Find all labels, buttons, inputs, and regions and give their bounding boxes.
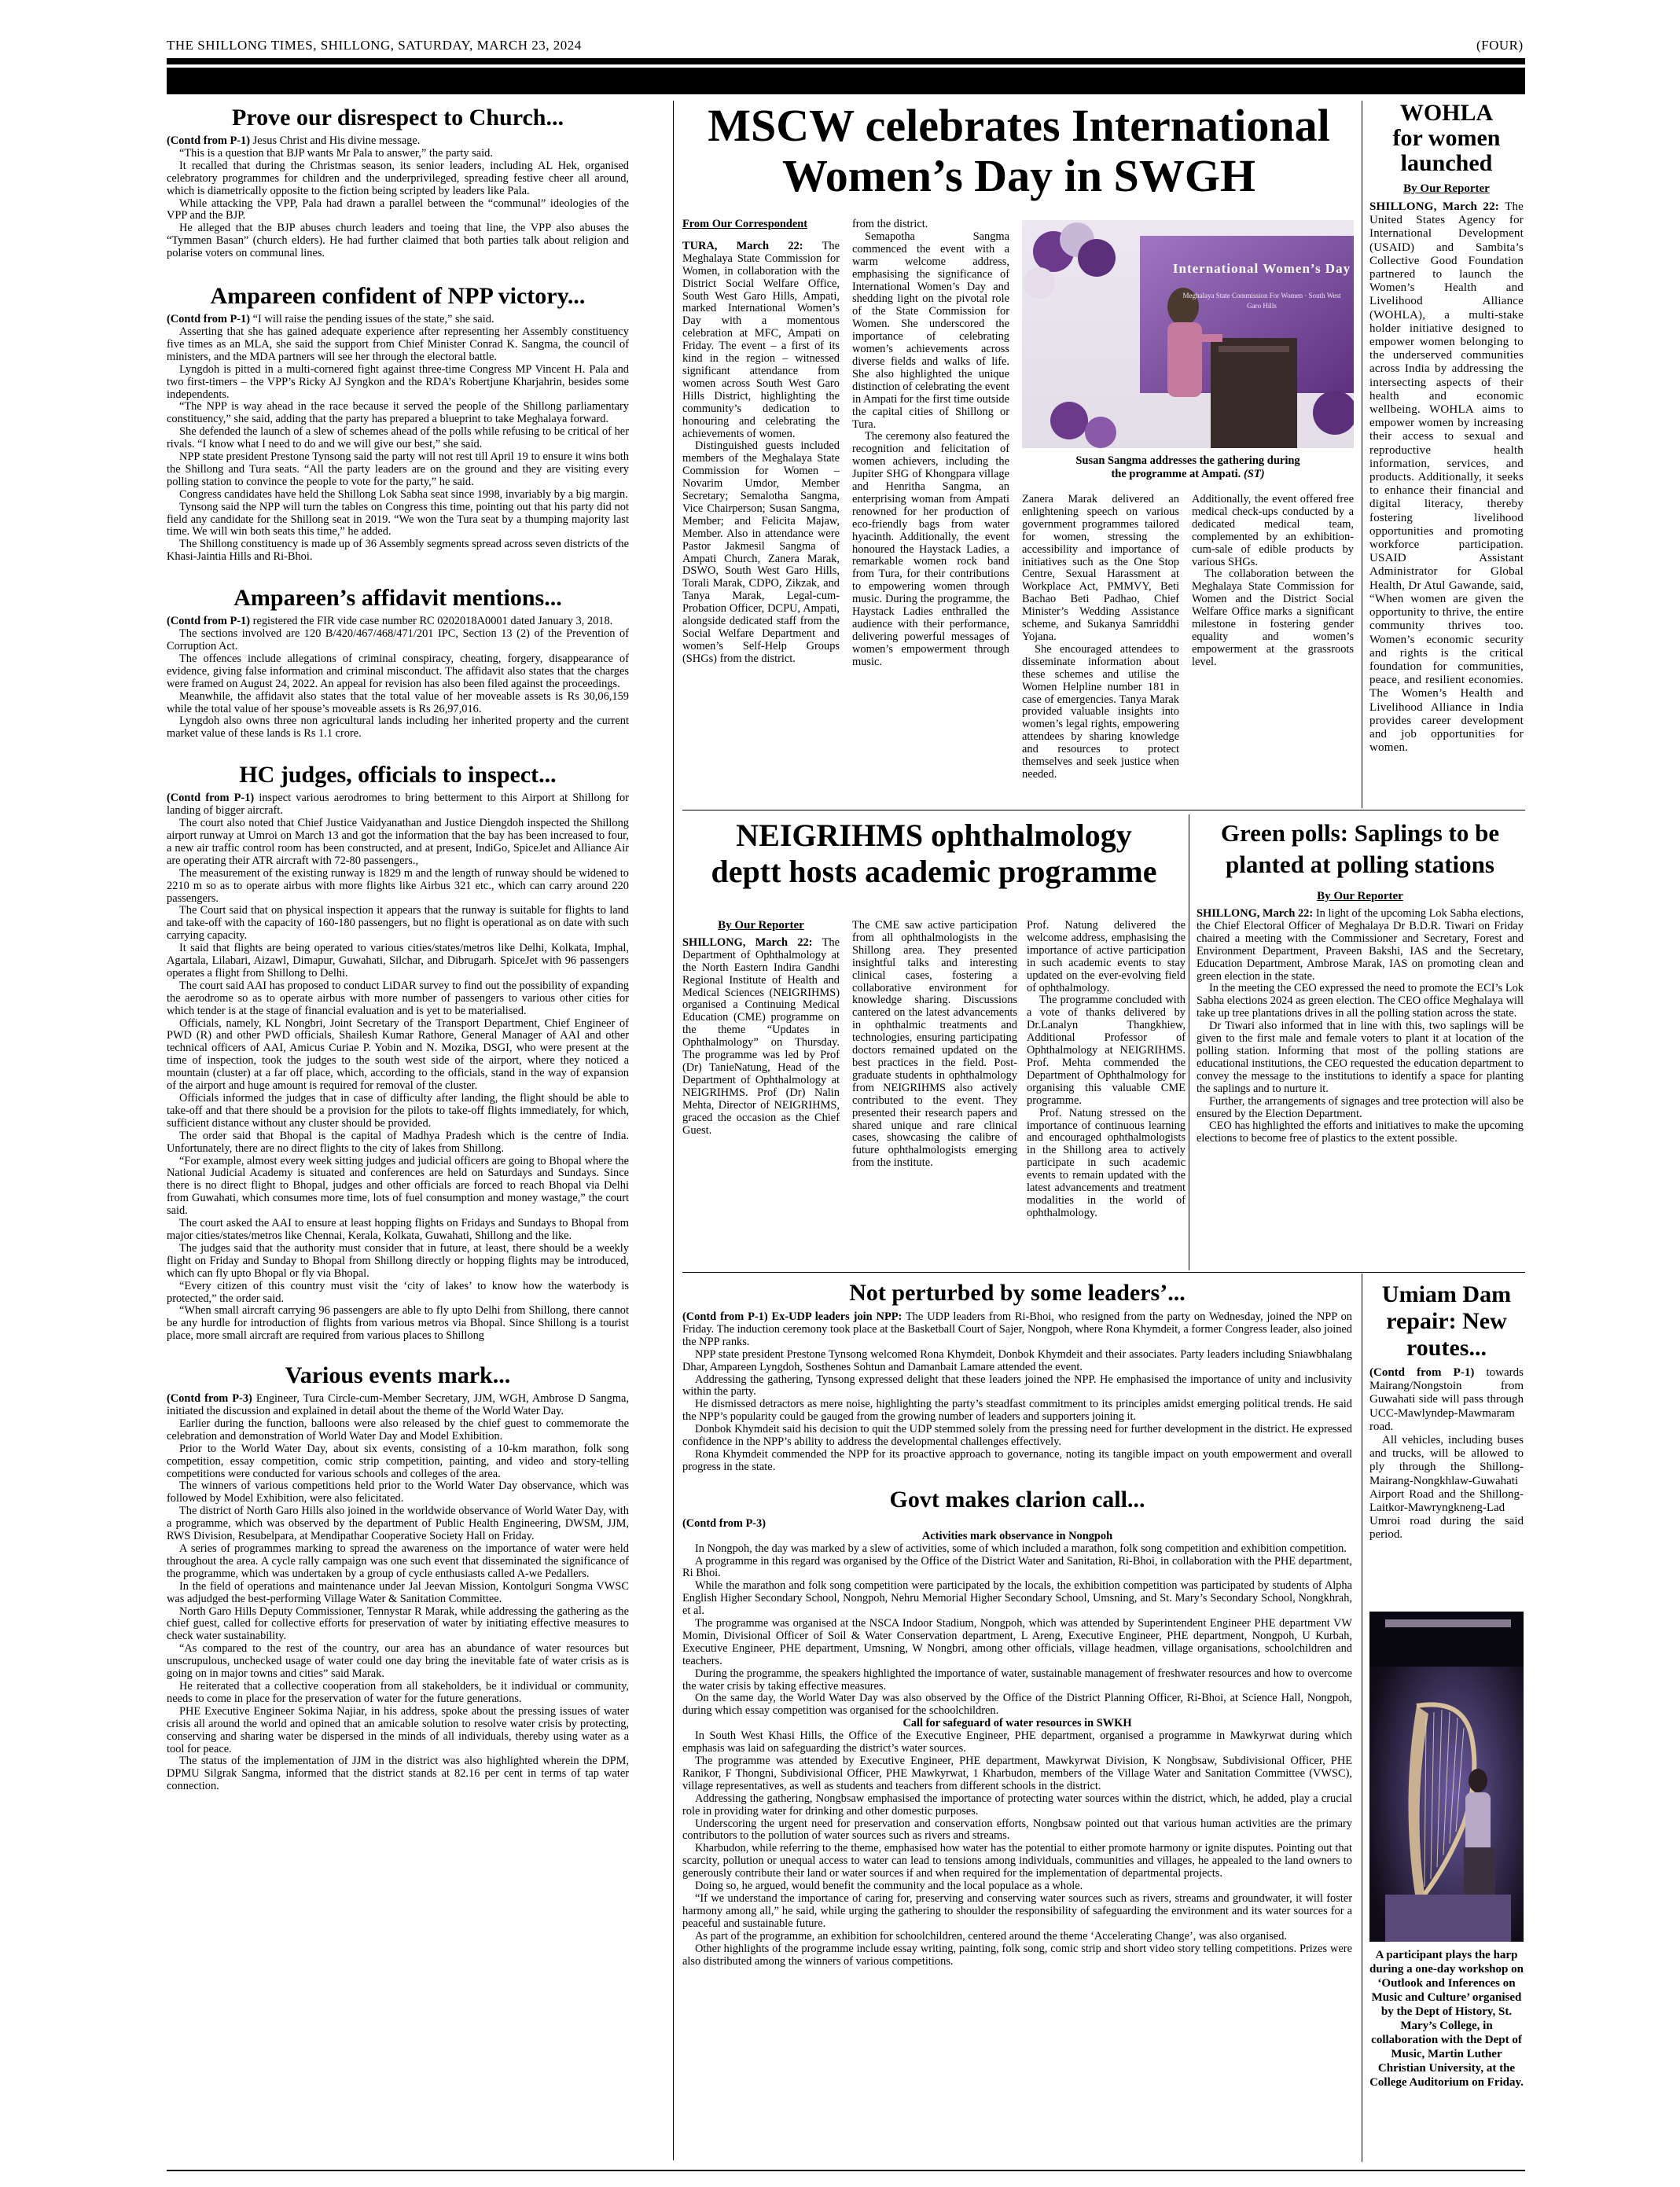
article-umiam-dam bbox=[1369, 1281, 1524, 1542]
article-body bbox=[1369, 200, 1524, 755]
caption-line-1: Susan Sangma addresses the gathering during bbox=[1075, 454, 1300, 467]
paragraph: The collaboration between the Meghalaya State Commission for Women and the District Social Welfare Office marks a significant milestone in fostering gender equality and women’s empowerment at the grassroots level. bbox=[1192, 568, 1354, 668]
article-wohla bbox=[1369, 101, 1524, 755]
article-church bbox=[167, 104, 629, 260]
contd-tag: (Contd from P-3) bbox=[167, 1392, 252, 1406]
page-bottom-rule bbox=[167, 2170, 1525, 2171]
contd-tag: (Contd from P-1) bbox=[167, 134, 251, 147]
paragraph: Congress candidates have held the Shillong Lok Sabha seat since 1998, invariably by a big margin. bbox=[179, 487, 628, 501]
mscw-column-1 bbox=[682, 219, 840, 666]
paragraph: Engineer, Tura Circle-cum-Member Secretary, JJM, WGH, Ambrose D Sangma, initiated the discussion and explained in detail about the theme of the World Water Day. bbox=[167, 1392, 630, 1418]
byline: By Our Reporter bbox=[1403, 182, 1490, 195]
article-body bbox=[167, 314, 629, 564]
paragraph: Prof. Natung delivered the welcome address, emphasising the importance of active participation in such academic events to stay updated on the ever-evolving field of ophthalmology. bbox=[1027, 919, 1186, 994]
paragraph: Lyngdoh is pitted in a multi-cornered fight against three-time Congress MP Vincent H. Pala and two first-timers – the VPP’s Ricky AJ Syngkon and the RDA’s Robertjune Kharjahrin, besides some independents. bbox=[167, 362, 629, 401]
paragraph: He alleged that the BJP abuses church leaders and toeing that line, the VPP also abuses the “Tymmen Basan” (church elders). He had further claimed that both parties talk about religion and polarise voters on communal lines. bbox=[167, 222, 629, 260]
article-body bbox=[167, 792, 629, 1343]
paragraph: Dr Tiwari also informed that in line with this, two saplings will be given to the first male and female voters to plant it at location of the polling station. Informing that most of the polling stations are educational institutions, the CEO requested the education department to convey the message to the institutions to identify a space for planting the saplings and to nurture it. bbox=[1197, 1020, 1524, 1095]
paragraph: The court also noted that Chief Justice Vaidyanathan and Justice Diengdoh inspected the Shillong airport runway at Umroi on March 13 and got the information that the bay has been increased to four, a new air traffic control room has been constructed, and at present, IndiGo, SpiceJet and Alliance Air are operating their ATR aircraft with 72-80 passengers., bbox=[167, 817, 629, 867]
dateline: SHILLONG, March 22: bbox=[1197, 907, 1314, 920]
contd-tag: (Contd from P-1) bbox=[167, 313, 251, 326]
paragraph: He dismissed detractors as mere noise, highlighting the party’s steadfast commitment to its principles amidst emerging political trends. He said the NPP’s popularity could be gauged from the growing number of leaders and supporters joining it. bbox=[682, 1398, 1352, 1424]
article-green-polls bbox=[1197, 818, 1524, 1145]
headline-line-2: repair: New bbox=[1386, 1308, 1507, 1334]
folio-left: THE SHILLONG TIMES, SHILLONG, SATURDAY, MARCH 23, 2024 bbox=[167, 38, 582, 53]
mscw-column-3 bbox=[1022, 494, 1179, 781]
headline-line-2: deptt hosts academic programme bbox=[711, 854, 1157, 889]
paragraph: Addressing the gathering, Tynsong expressed delight that these leaders joined the NPP. He emphasised the importance of unity and inclusivity within the party. bbox=[682, 1373, 1352, 1399]
paragraph: The sections involved are 120 B/420/467/468/471/201 IPC, Section 13 (2) of the Prevention of Corruption Act. bbox=[167, 627, 629, 652]
article-body bbox=[167, 135, 629, 260]
mscw-column-4 bbox=[1192, 494, 1354, 669]
paragraph: In the meeting the CEO expressed the need to promote the ECI’s Lok Sabha elections 2024 as green election. The CEO office Meghalaya will take up tree plantations drives in all the polling station across the state. bbox=[1197, 982, 1524, 1020]
article-ampareen-confident bbox=[167, 282, 629, 564]
headline-line-3: routes... bbox=[1406, 1335, 1487, 1361]
article-neigrihms bbox=[682, 818, 1186, 890]
headline: Ampareen confident of NPP victory... bbox=[210, 283, 586, 310]
paragraph: “As compared to the rest of the country, our area has an abundance of water resources but unscrupulous, unchecked usage of water could one day bring the inevitable fate of water crisis as is going on in major towns and cities” said Marak. bbox=[167, 1642, 629, 1681]
paragraph: During the programme, the speakers highlighted the importance of water, sustainable management of freshwater resources and how to overcome the water crisis by taking effective measures. bbox=[682, 1667, 1352, 1693]
paragraph: Semapotha Sangma commenced the event with a warm welcome address, emphasising the significance of International Women’s Day and shedding light on the pivotal role of the State Commission for Women. She underscored the importance of celebrating women’s achievements across diverse fields and walks of life. She also highlighted the unique distinction of celebrating the event in Ampati for the first time outside the capital cities of Shillong or Tura. bbox=[852, 230, 1009, 431]
paragraph: In the field of operations and maintenance under Jal Jeevan Mission, Kontolguri Songma VWSC was adjudged the best-performing Village Water & Sanitation Committee. bbox=[167, 1579, 629, 1605]
neigrihms-column-3 bbox=[1027, 920, 1186, 1220]
dateline: SHILLONG, March 22: bbox=[682, 935, 813, 949]
left-column bbox=[167, 104, 629, 1793]
headline-line-2: Women’s Day in SWGH bbox=[781, 150, 1256, 201]
paragraph: The Department of Ophthalmology at the North Eastern Indira Gandhi Regional Institute of Health and Medical Sciences (NEIGRIHMS) organised a Continuing Medical Education (CME) programme on the theme “Updates in Ophthalmology” on Thursday. The programme was led by Prof (Dr) TanieNatung, Head of the Department of Ophthalmology at NEIGRIHMS. Prof (Dr) Nalin Mehta, Director of NEIGRIHMS, graced the occasion as the Chief Guest. bbox=[682, 935, 840, 1137]
section-rule bbox=[682, 1272, 1525, 1273]
mscw-column-2 bbox=[852, 219, 1009, 669]
paragraph: The order said that Bhopal is the capital of Madhya Pradesh which is the centre of India. Unfortunately, there are no direct flights to the city of lakes from Shillong. bbox=[167, 1129, 629, 1155]
paragraph: Jesus Christ and His divine message. bbox=[252, 134, 421, 147]
paragraph: The Court said that on physical inspection it appears that the runway is suitable for flights to land and take-off with the capacity of 160-180 passengers, but no flight is operational as on date with such carrying capacity. bbox=[167, 904, 629, 943]
harp-photo-caption: A participant plays the harp during a one-day workshop on ‘Outlook and Inferences on Music and Culture’ organised by the Dept of History, St. Mary’s College, in collaboration with the Dept of Music, Martin Luther Christian University, at the College Auditorium on Friday. bbox=[1369, 1949, 1524, 2089]
headline: Prove our disrespect to Church... bbox=[232, 105, 564, 130]
headline-line-2: planted at polling stations bbox=[1226, 851, 1494, 878]
paragraph: Further, the arrangements of signages and tree protection will also be ensured by the Election Department. bbox=[1197, 1094, 1524, 1120]
headline: Various events mark... bbox=[285, 1362, 511, 1389]
paragraph: It said that flights are being operated to various cities/states/metros like Delhi, Kolkata, Imphal, Agartala, Lilabari, Aizawl, Dimapur, Guwahati, Silchar, and Dibrugarh. SpiceJet with 96 passengers operates a flight from Shillong to Delhi. bbox=[167, 942, 629, 980]
paragraph: NPP state president Prestone Tynsong said the party will not rest till April 19 to ensure it wins both the Shillong and Tura seats. “All the party leaders are on the ground and they are visiting every polling station to convince the people to vote for the party,” he said. bbox=[167, 450, 629, 488]
paragraph: Donbok Khymdeit said his decision to quit the UDP stemmed solely from the pressing need for further development in the district. He expressed confidence in the NPP’s ability to address the developmental challenges effectively. bbox=[682, 1423, 1352, 1449]
paragraph: CEO has highlighted the efforts and initiatives to make the upcoming elections to become free of plastics to the extent possible. bbox=[1197, 1119, 1524, 1145]
paragraph: The UDP leaders from Ri-Bhoi, who resigned from the party on Wednesday, joined the NPP on Friday. The induction ceremony took place at the Basketball Court of Sajer, Nongpoh, where Rona Khymdeit, a former Congress leader, also joined the NPP ranks. bbox=[682, 1310, 1352, 1348]
paragraph: “The NPP is way ahead in the race because it served the people of the Shillong parliamentary constituency,” she said, adding that the party has prepared a blueprint to take Meghalaya forward. bbox=[167, 400, 629, 426]
paragraph: The court said AAI has proposed to conduct LiDAR survey to find out the possibility of expanding the aerodrome so as to operate airbus with more number of passengers to various other cities for which tender is at the stage of financial evaluation and is yet to be materialised. bbox=[167, 979, 629, 1017]
headline: Not perturbed by some leaders’... bbox=[849, 1280, 1186, 1306]
dateline: TURA, March 22: bbox=[682, 239, 803, 252]
byline: By Our Reporter bbox=[1317, 890, 1403, 902]
paragraph: The ceremony also featured the recognition and felicitation of women achievers, including the Jupiter SHG of Khongpara village and Henritha Sangma, an enterprising woman from Ampati renowned for her production of eco-friendly bags from water hyacinth. Additionally, the event honoured the Haystack Ladies, a remarkable women rock band from Tura, for their contributions to empowering women through music. During the programme, the Haystack Ladies enthralled the audience with their performance, delivering powerful messages of women’s empowerment through music. bbox=[852, 430, 1009, 668]
paragraph: Distinguished guests included members of the Meghalaya State Commission for Women – Novarim Umdor, Member Secretary; Semalotha Sangma, Vice Chairperson; Susan Sangma, Member; and Felicita Majaw, Member. Also in attendance were Pastor Jakmesil Sangma of Ampati Church, Zanera Marak, DSWO, South West Garo Hills, Torali Marak, CDPO, Zikzak, and Tanya Marak, Legal-cum-Probation Officer, DCPU, Ampati, alongside dedicated staff from the Social Welfare Department and women’s Self-Help Groups (SHGs) from the district. bbox=[682, 439, 840, 665]
headline: HC judges, officials to inspect... bbox=[239, 762, 557, 788]
paragraph: The measurement of the existing runway is 1829 m and the length of runway should be widened to 2210 m so as to operate airbus with more flights like Airbus 321 etc., which can carry around 220 passengers. bbox=[167, 866, 629, 905]
paragraph: A programme in this regard was organised by the Office of the District Water and Sanitation, Ri-Bhoi, in collaboration with the PHE department, Ri Bhoi. bbox=[682, 1554, 1352, 1580]
headline-line-3: launched bbox=[1400, 150, 1493, 176]
paragraph: In South West Khasi Hills, the Office of the Executive Engineer, PHE department, organised a programme in Mawkyrwat during which emphasis was laid on safeguarding the district’s water sources. bbox=[682, 1729, 1352, 1755]
article-body bbox=[1197, 908, 1524, 1145]
neigrihms-column-2 bbox=[852, 920, 1017, 1170]
article-body bbox=[1369, 1366, 1524, 1542]
masthead-rule-top bbox=[167, 58, 1525, 64]
headline-line-2: for women bbox=[1392, 125, 1501, 151]
paragraph: PHE Executive Engineer Sokima Najiar, in his address, spoke about the pressing issues of water crisis all around the world and opined that an amicable solution to resolve water crisis by protecting, conserving and sharing water be dispersed in the minds of all individuals, thereby using water as a tool for peace. bbox=[167, 1704, 629, 1755]
paragraph: It recalled that during the Christmas season, its senior leaders, including AL Hek, organised celebratory programmes for children and the underprivileged, spreading festive cheer all around, which is diametrically opposite to the fiction being scripted by leaders like Pala. bbox=[167, 159, 629, 197]
neigrihms-column-1 bbox=[682, 920, 840, 1137]
contd-tag: (Contd from P-1) bbox=[167, 792, 255, 805]
paragraph: Kharbudon, while referring to the theme, emphasised how water has the potential to either promote harmony or ignite disputes. Pointing out that scarcity, pollution or unequal access to water can lead to tensions among individuals, communities and villages, he appealed to the land owners to generously contribute their land or water sources if and when required for the implementation of departmental projects. bbox=[682, 1842, 1352, 1880]
headline bbox=[1369, 1281, 1524, 1362]
headline bbox=[682, 101, 1355, 201]
paragraph: “This is a question that BJP wants Mr Pala to answer,” the party said. bbox=[179, 146, 493, 160]
paragraph: In Nongpoh, the day was marked by a slew of activities, some of which included a marathon, folk song competition and exhibition competition. bbox=[695, 1542, 1347, 1555]
paragraph: The programme was attended by Executive Engineer, PHE department, Mawkyrwat Division, K Nongbsaw, Subdivisional Officer, PHE Ranikor, F Thongni, Subdivisional Officer, PHE Mawkyrwat, 1 Kharbudon, members of the Village Water and Sanitation Committee (VWSC), village representatives, as well as students and teachers from different schools in the district. bbox=[682, 1755, 1352, 1792]
headline: Govt makes clarion call... bbox=[889, 1486, 1145, 1513]
article-body bbox=[682, 1311, 1352, 1474]
headline bbox=[1369, 101, 1524, 176]
paragraph: Rona Khymdeit commended the NPP for its proactive approach to governance, noting its tangible impact on youth empowerment and overall progress in the state. bbox=[682, 1447, 1352, 1473]
byline: By Our Reporter bbox=[718, 919, 804, 932]
paragraph: The winners of various competitions held prior to the World Water Day observance, which was followed by Model Exhibition, were also felicitated. bbox=[167, 1479, 629, 1505]
paragraph: Earlier during the function, balloons were also released by the chief guest to commemorate the celebration and demonstration of World Water Day and Model Exhibition. bbox=[167, 1417, 629, 1443]
article-hc-judges bbox=[167, 761, 629, 1343]
banner-text: International Women’s Day bbox=[1172, 261, 1351, 276]
article-mscw bbox=[682, 101, 1355, 201]
article-not-perturbed bbox=[682, 1278, 1352, 1968]
paragraph: The Shillong constituency is made up of 36 Assembly segments spread across seven districts of the Khasi-Jaintia Hills and Ri-Bhoi. bbox=[167, 538, 629, 564]
paragraph: As part of the programme, an exhibition for schoolchildren, centered around the theme ‘Accelerating Change’, was also organised. bbox=[695, 1929, 1287, 1943]
paragraph: “For example, almost every week sitting judges and judicial officers are going to Bhopal where the National Judicial Academy is situated and conferences are held on Saturdays and Sundays. Since there is no direct flight to Bhopal, judges and other officials are forced to reach Bhopal via Delhi from Guwahati, which consumes more time, lots of fuel consumption and money wastage,” the court said. bbox=[167, 1154, 629, 1218]
paragraph: Officials, namely, KL Nongbri, Joint Secretary of the Transport Department, Chief Engineer of PWD (R) and other PWD officials, Shailesh Kumar Rathore, General Manager of AAI and other technical officers of AAI, Amicus Curiae P. Yobin and N. Mozika, DSGI, who were present at the time of inspection, took the judges to the south west side of the airport, where they noticed a mountain (cluster) at a far off place, which, according to the officials, stand in the way of expansion of the airport and huge amount is required for removal of the cluster. bbox=[167, 1016, 629, 1093]
paragraph: “Every citizen of this country must visit the ‘city of lakes’ to know how the waterbody is protected,” the order said. bbox=[167, 1279, 629, 1305]
paragraph: A series of programmes marking to spread the awareness on the importance of water were held throughout the area. A cycle rally campaign was one such event that disseminated the significance of the programme, which was undertaken by a group of cycle enthusiasts called A-we Pedallers. bbox=[167, 1542, 629, 1580]
paragraph: NPP state president Prestone Tynsong welcomed Rona Khymdeit, Donbok Khymdeit and their associates. Party leaders including Sniawbhalang Dhar, Ampareen Lyngdoh, Sosthenes Sohtun and Damanbait Lamare attended the event. bbox=[682, 1347, 1352, 1373]
paragraph: The CME saw active participation from all ophthalmologists in the Shillong area. They presented insightful talks and interesting clinical cases, fostering a collaborative environment for knowledge sharing. Discussions cantered on the latest advancements in ophthalmic treatments and technologies, ensuring participating doctors remained updated on the best practices in the field. Post-graduate students in ophthalmology from NEIGRIHMS also actively contributed to the event. They presented their research papers and shared unique and rare clinical cases, showcasing the calibre of future ophthalmologists emerging from the institute. bbox=[852, 919, 1017, 1170]
paragraph: While attacking the VPP, Pala had drawn a parallel between the “communal” ideologies of the VPP and the BJP. bbox=[167, 197, 629, 222]
headline-line-1: MSCW celebrates International bbox=[708, 100, 1330, 151]
headline-line-1: Umiam Dam bbox=[1381, 1281, 1512, 1307]
paragraph: “I will raise the pending issues of the state,” she said. bbox=[252, 313, 494, 326]
stage-illustration bbox=[1022, 220, 1354, 448]
paragraph: He reiterated that a collective cooperation from all stakeholders, be it individual or community, needs to come in place for the preservation of water for the future generations. bbox=[167, 1679, 629, 1705]
paragraph: Doing so, he argued, would benefit the community and the local populace as a whole. bbox=[695, 1880, 1083, 1893]
harp-illustration bbox=[1369, 1612, 1524, 1942]
paragraph: Lyngdoh also owns three non agricultural lands including her inherited property and the current market value of these lands is Rs 1.1 crore. bbox=[167, 715, 629, 741]
paragraph: Officials informed the judges that in case of difficulty after landing, the flight should be able to take-off and that there should be a provision for the pilots to take-off flights immediately, for which, sufficient distance without any cluster should be provided. bbox=[167, 1092, 629, 1130]
mscw-photo-caption bbox=[1022, 454, 1354, 481]
paragraph: Other highlights of the programme include essay writing, painting, folk song, comic strip and short video story telling competitions. Prizes were also distributed among the winners of various competitions. bbox=[682, 1942, 1352, 1968]
paragraph: In light of the upcoming Lok Sabha elections, the Chief Electoral Officer of Meghalaya Dr B.D.R. Tiwari on Friday chaired a meeting with the Commissioner and Secretary, Forest and Environment Department, Praveen Bakshi, IAS and the Secretary, Education Department, Ambrose Marak, IAS on promoting clean and green election in the state. bbox=[1197, 907, 1524, 983]
headline-line-1: WOHLA bbox=[1399, 100, 1494, 126]
paragraph: The judges said that the authority must consider that in future, at least, there should be a weekly flight on Friday and Sunday to Bhopal from Shillong directly or hopping flights may be introduced, which can fly upto Bhopal or fly via Bhopal. bbox=[167, 1241, 629, 1280]
paragraph: Tynsong said the NPP will turn the tables on Congress this time, pointing out that his party did not field any candidate for the Shillong seat in 2019. “We won the Tura seat by a thumping majority last time. We will win both seats this time,” he added. bbox=[167, 500, 629, 538]
column-rule bbox=[673, 101, 674, 2160]
article-body bbox=[682, 1518, 1352, 1968]
article-ampareen-affidavit bbox=[167, 584, 629, 741]
headline bbox=[682, 818, 1186, 890]
paragraph: The Meghalaya State Commission for Women, in collaboration with the District Social Welfare Office, South West Garo Hills, Ampati, marked International Women’s Day with a momentous celebration at MFC, Ampati on Friday. The event – a first of its kind in the region – witnessed significant attendance from women across South West Garo Hills District, highlighting the community’s dedication to honouring and celebrating the achievements of women. bbox=[682, 239, 840, 440]
paragraph: She defended the launch of a slew of schemes ahead of the polls while refusing to be critical of her rivals. “I know what I need to do and we will give our best,” she said. bbox=[167, 425, 629, 451]
article-body bbox=[167, 1393, 629, 1793]
dateline: SHILLONG, March 22: bbox=[1369, 200, 1499, 213]
paragraph: Additionally, the event offered free medical check-ups conducted by a dedicated medical team, complemented by an exhibition-cum-sale of edible products by various SHGs. bbox=[1192, 493, 1354, 568]
headline-line-1: NEIGRIHMS ophthalmology bbox=[736, 818, 1132, 853]
paragraph: registered the FIR vide case number RC 0202018A0001 dated January 3, 2018. bbox=[252, 615, 613, 628]
paragraph: Prof. Natung stressed on the importance of continuous learning and encouraged ophthalmologists in the Shillong area to actively participate in such academic events to remain updated with the latest advancements and treatment modalities in the world of ophthalmology. bbox=[1027, 1106, 1186, 1219]
paragraph: Zanera Marak delivered an enlightening speech on various government programmes tailored for women, stressing the accessibility and importance of initiatives such as the One Stop Centre, Sexual Harassment at Workplace Act, PMMVY, Beti Bachao Beti Padhao, Chief Minister’s Wedding Assistance scheme, and Sukanya Samriddhi Yojana. bbox=[1022, 493, 1179, 643]
headline bbox=[1197, 818, 1524, 880]
caption-line-2: the programme at Ampati. bbox=[1111, 468, 1241, 480]
paragraph: Prior to the World Water Day, about six events, consisting of a 10-km marathon, folk song competition, essay competition, comic strip competition, painting, and video and story-telling competitions were conducted for various schools and colleges of the area. bbox=[167, 1442, 629, 1480]
paragraph: The programme was organised at the NSCA Indoor Stadium, Nongpoh, which was attended by Superintendent Engineer PHE department VW Momin, Divisional Officer of Soil & Water Conservation department, L Areng, Executive Engineer, PHE department, Nongpoh, U Kurbah, Executive Engineer, PHE department, Umsning, W Nongbri, among other officials, village headmen, village organisations, schoolchildren and teachers. bbox=[682, 1617, 1352, 1667]
contd-tag: (Contd from P-1) Ex-UDP leaders join NPP: bbox=[682, 1310, 902, 1323]
paragraph: The programme concluded with a vote of thanks delivered by Dr.Lanalyn Thangkhiew, Additional Professor of Ophthalmology at NEIGRIHMS. Prof. Mehta commended the Department of Ophthalmology for organising this valuable CME programme. bbox=[1027, 994, 1186, 1107]
paragraph: She encouraged attendees to disseminate information about these schemes and utilise the Women Helpline number 181 in case of emergencies. Tanya Marak provided valuable insights into women’s legal rights, empowering attendees by sharing knowledge and resources to protect themselves and seek justice when needed. bbox=[1022, 642, 1179, 781]
subhead: Activities mark observance in Nongpoh bbox=[921, 1529, 1113, 1542]
paragraph: Meanwhile, the affidavit also states that the total value of her moveable assets is Rs 30,06,159 while the total value of her spouse’s moveable assets is Rs 26,97,016. bbox=[167, 689, 629, 715]
headline: Ampareen’s affidavit mentions... bbox=[233, 585, 562, 612]
contd-tag: (Contd from P-1) bbox=[167, 615, 251, 628]
paragraph: All vehicles, including buses and trucks, will be allowed to ply through the Shillong-Mairang-Nongkhlaw-Guwahati Airport Road and the Shillong-Laitkor-Mawryngkneng-Lad Umroi road during the said period. bbox=[1369, 1434, 1524, 1542]
headline-line-1: Green polls: Saplings to be bbox=[1220, 819, 1500, 847]
banner-subtext: Meghalaya State Commission For Women · South West Garo Hills bbox=[1182, 292, 1341, 310]
paragraph: Asserting that she has gained adequate experience after representing her Assembly constituency five times as an MLA, she said the support from Chief Minister Conrad K. Sangma, the council of ministers, and the MDA partners will see her through the electoral battle. bbox=[167, 325, 629, 363]
mscw-photo bbox=[1022, 220, 1354, 448]
paragraph: towards Mairang/Nongstoin from Guwahati side will pass through UCC-Mawlyndep-Mawmaram road. bbox=[1369, 1366, 1524, 1433]
article-various-events bbox=[167, 1362, 629, 1793]
article-body bbox=[167, 616, 629, 741]
paragraph: The district of North Garo Hills also joined in the worldwide observance of World Water Day, with a programme, which was observed by the department of Public Health Engineering, DWSM, JJM, RWS Division, Resubelpara, at Mendipathar Cooperative Society Hall on Friday. bbox=[167, 1505, 629, 1543]
paragraph: The United States Agency for International Development (USAID) and Sambita’s Collective Good Foundation partnered to launch the Women’s Health and Livelihood Alliance (WOHLA), a multi-stake holder initiative designed to empower women belonging to the underserved communities across India by addressing the intersecting aspects of their health and economic wellbeing. WOHLA aims to empower women by increasing their access to sexual and reproductive health information, services, and products. Additionally, it seeks to enhance their financial and digital literacy, thereby fostering livelihood opportunities and promoting workforce participation. USAID Assistant Administrator for Global Health, Dr Atul Gawande, said, “When women are given the opportunity to thrive, the entire community thrives too. Women’s economic security and rights is the critical foundation for communities, peace, and resilient economies. The Women’s Health and Livelihood Alliance in India provides career development and job opportunities for women. bbox=[1369, 200, 1524, 755]
byline: From Our Correspondent bbox=[682, 218, 808, 230]
paragraph: Underscoring the urgent need for preservation and conservation efforts, Nongbsaw pointed out that various human activities are the primary contributors to the pollution of water sources such as rivers and streams. bbox=[682, 1817, 1352, 1843]
caption-credit: (ST) bbox=[1243, 468, 1265, 480]
paragraph: The status of the implementation of JJM in the district was also highlighted wherein the DPM, DPMU Silgrak Sangma, informed that the district stands at 82.16 per cent in terms of tap water connection. bbox=[167, 1755, 629, 1793]
paragraph: “When small aircraft carrying 96 passengers are able to fly upto Delhi from Shillong, there cannot be any hurdle for introduction of flights from various metros via Bhopal. Since Shillong is a tourist place, more small aircraft are required from various places to Shillong bbox=[167, 1304, 629, 1343]
paragraph: North Garo Hills Deputy Commissioner, Tennystar R Marak, while addressing the gathering as the chief guest, called for collective efforts for preservation of water by initiating effective measures to check water sustainability. bbox=[167, 1604, 629, 1643]
masthead-black-bar bbox=[167, 68, 1525, 94]
paragraph: “If we understand the importance of caring for, preserving and conserving water sources such as rivers, streams and groundwater, it will foster harmony among all,” he said, while urging the gathering to shoulder the responsibility of safeguarding the environment and its water sources for a peaceful and sustainable future. bbox=[682, 1891, 1352, 1930]
contd-tag: (Contd from P-1) bbox=[1369, 1366, 1475, 1379]
contd-tag: (Contd from P-3) bbox=[682, 1516, 766, 1530]
paragraph: Addressing the gathering, Nongbsaw emphasised the importance of protecting water sources within the district, which, he added, play a crucial role in providing water for drinking and other domestic purposes. bbox=[682, 1792, 1352, 1818]
harp-photo bbox=[1369, 1612, 1524, 1942]
paragraph: The court asked the AAI to ensure at least hopping flights on Fridays and Sundays to Bhopal from major cities/states/metros like Chennai, Kerala, Kolkata, Guwahati, Shillong and the like. bbox=[167, 1217, 629, 1242]
paragraph: While the marathon and folk song competition were participated by the locals, the exhibition competition was participated by students of Alpha English Higher Secondary School, Nongpoh, Nehru Memorial Higher Secondary School, Umsning, and St. Mary’s Secondary School, Nongkhrah, et al. bbox=[682, 1579, 1352, 1618]
subhead: Call for safeguard of water resources in SWKH bbox=[902, 1717, 1132, 1730]
paragraph: The offences include allegations of criminal conspiracy, cheating, forgery, disappearance of evidence, giving false information and criminal misconduct. The affidavit also states that the charges were framed on August 24, 2022. An appeal for revision has also been filed against the proceedings. bbox=[167, 652, 629, 690]
paragraph: inspect various aerodromes to bring betterment to this Airport at Shillong for landing of bigger aircraft. bbox=[167, 792, 629, 818]
paragraph: from the district. bbox=[852, 218, 928, 230]
paragraph: On the same day, the World Water Day was also observed by the Office of the District Planning Officer, Ri-Bhoi, at Science Hall, Nongpoh, during which essay competition was organised for the schoolchildren. bbox=[682, 1692, 1352, 1718]
folio-right: (FOUR) bbox=[1476, 38, 1524, 53]
